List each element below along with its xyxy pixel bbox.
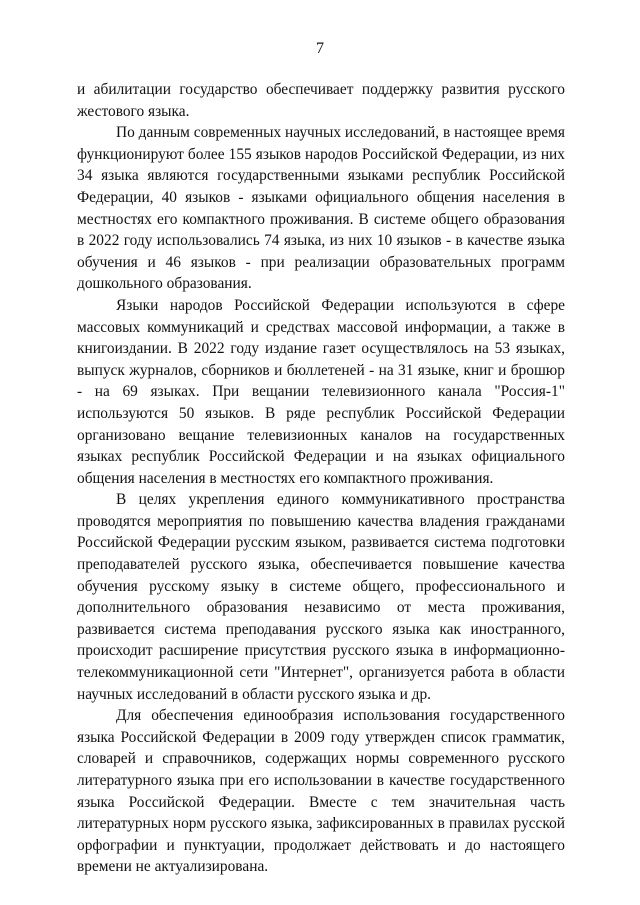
paragraph-continuation: и абилитации государство обеспечивает поддержку развития русского жестового языка. bbox=[77, 81, 565, 120]
paragraph-language-norms: Для обеспечения единообразия использования государственного языка Российской Федерации в 2009 году утвержден список грамматик, словарей и справочников, содержащих нормы современного русского литературного языка при его использовании в качестве государственного языка Российской Федерации. Вместе с тем значительная часть литературных норм русского языка, зафиксированных в правилах русской орфографии и пунктуации, продолжает действовать и до настоящего времени не актуализирована. bbox=[77, 707, 565, 876]
paragraph-communication-space: В целях укрепления единого коммуникативного пространства проводятся мероприятия по повышению качества владения гражданами Российской Федерации русским языком, развивается система подготовки преподавателей русского языка, обеспечивается повышение качества обучения русскому языку в системе общего, профессионального и дополнительного образования независимо от места проживания, развивается система преподавания русского языка как иностранного, происходит расширение присутствия русского языка в информационно-телекоммуникационной сети "Интернет", организуется работа в области научных исследований в области русского языка и др. bbox=[77, 491, 565, 703]
page-number: 7 bbox=[316, 40, 324, 57]
paragraph-languages-count: По данным современных научных исследований, в настоящее время функционируют более 155 языков народов Российской Федерации, из них 34 языка являются государственными языками республик Российской Федерации, 40 языков - языками официального общения населения в местностях его компактного проживания. В системе общего образования в 2022 году использовались 74 языка, из них 10 языков - в качестве языка обучения и 46 языков - при реализации образовательных программ дошкольного образования. bbox=[77, 124, 565, 293]
paragraph-mass-media: Языки народов Российской Федерации используются в сфере массовых коммуникаций и средствах массовой информации, а также в книгоиздании. В 2022 году издание газет осуществлялось на 53 языках, выпуск журналов, сборников и бюллетеней - на 31 языке, книг и брошюр - на 69 языках. При вещании телевизионного канала "Россия-1" используются 50 языков. В ряде республик Российской Федерации организовано вещание телевизионных каналов на государственных языках республик Российской Федерации и на языках официального общения населения в местностях его компактного проживания. bbox=[77, 296, 565, 487]
document-body bbox=[77, 79, 565, 878]
